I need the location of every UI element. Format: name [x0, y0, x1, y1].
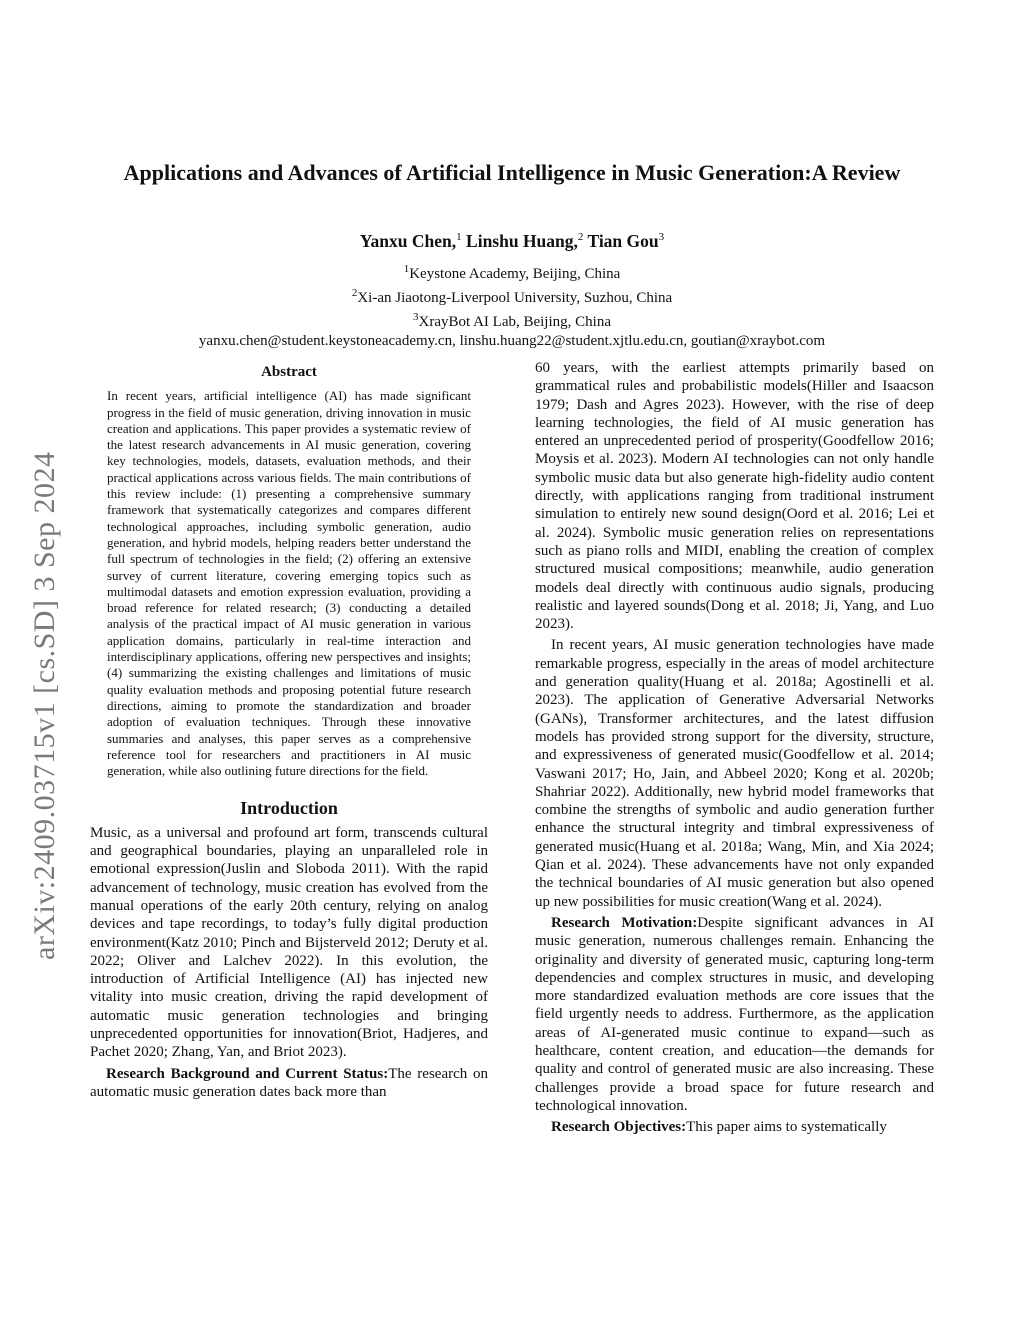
- author-affil-mark: 2: [577, 231, 584, 244]
- paragraph-text: Despite significant advances in AI music generation, numerous challenges remain. Enhancing the originality and diversity of generated music, capturing long-term dependencies and complex structures in music, and developing more standardized evaluation methods are core issues that the field urgently needs to address. Furthermore, as the application areas of AI-generated music continue to expand—such as healthcare, content creation, and education—the demands for quality and control of generated music are also increasing. These challenges provide a broad space for future research and technological innovation.: [535, 914, 934, 1114]
- run-in-heading: Research Motivation:: [551, 914, 698, 931]
- introduction-heading: Introduction: [240, 798, 338, 819]
- author-name: Yanxu Chen,: [359, 231, 457, 251]
- author-name: Tian Gou: [587, 231, 659, 251]
- author-affil-mark: 1: [456, 231, 462, 244]
- affil-number: 3: [413, 311, 419, 323]
- author-list: [100, 231, 924, 252]
- affil-text: Xi-an Jiaotong-Liverpool University, Suzhou, China: [357, 290, 673, 306]
- affil-number: 2: [351, 287, 358, 299]
- affil-text: Keystone Academy, Beijing, China: [409, 266, 621, 282]
- author-affil-mark: 3: [658, 231, 665, 244]
- abstract-heading: Abstract: [261, 364, 317, 380]
- intro-paragraph: In recent years, AI music generation technologies have made remarkable progress, especially in the areas of model architecture and generation quality(Huang et al. 2018a; Agostinelli et al. 2023). The application of Generative Adversarial Networks (GANs), Transformer architectures, and the latest diffusion models has provided strong support for the diversity, structure, and expressiveness of generated music(Goodfellow et al. 2014; Vaswani 2017; Ho, Jain, and Abbeel 2020; Kong et al. 2020b; Shahriar 2022). Additionally, new hybrid model frameworks that combine the strengths of symbolic and audio generation further enhance the structural integrity and timbral expressiveness of generated music(Huang et al. 2018a; Wang, Min, and Xia 2024; Qian et al. 2024). These advancements have not only expanded the technical boundaries of AI music generation but also opened up new possibilities for music creation(Wang et al. 2024).: [535, 637, 934, 910]
- intro-paragraph: [535, 914, 934, 1115]
- paragraph-text: The research on automatic music generation dates back more than: [90, 1065, 489, 1100]
- author-emails: yanxu.chen@student.keystoneacademy.cn, linshu.huang22@student.xjtlu.edu.cn, goutian@xraybot.com: [198, 333, 826, 349]
- intro-paragraph: [90, 1065, 488, 1102]
- left-column: [90, 363, 488, 1101]
- right-column: [535, 359, 934, 1136]
- abstract-text: In recent years, artificial intelligence (AI) has made significant progress in the field of music generation, driving innovation in music creation and applications. This paper provides a systematic review of the latest research advancements in AI music generation, covering key technologies, models, datasets, evaluation methods, and their practical applications across various fields. The main contributions of this review include: (1) presenting a comprehensive summary framework that systematically categorizes and compares different technological approaches, including symbolic generation, audio generation, and hybrid models, helping readers better understand the full spectrum of technologies in the field; (2) offering an extensive survey of current literature, covering emerging topics such as multimodal datasets and emotion expression evaluation, providing a broad reference for related research; (3) conducting a detailed analysis of the practical impact of AI music generation in various application domains, particularly in real-time interaction and interdisciplinary applications, offering new perspectives and insights; (4) summarizing the existing challenges and limitations of music quality evaluation methods and proposing potential future research directions, aiming to promote the standardization and broader adoption of evaluation techniques. Through these innovative summaries and analyses, this paper serves as a comprehensive reference tool for researchers and practitioners in AI music generation, while also outlining future directions for the field.: [107, 388, 471, 779]
- run-in-heading: Research Background and Current Status:: [106, 1065, 389, 1082]
- author-name: Linshu Huang,: [466, 231, 578, 251]
- affiliation-line: [100, 308, 924, 332]
- affiliation-line: [100, 284, 924, 308]
- affil-text: XrayBot AI Lab, Beijing, China: [418, 314, 611, 330]
- intro-paragraph: [535, 1118, 934, 1136]
- affiliation-line: [100, 260, 924, 284]
- paragraph-text: This paper aims to systematically: [686, 1119, 887, 1136]
- intro-paragraph: Music, as a universal and profound art form, transcends cultural and geographical boundaries, playing an unparalleled role in emotional expression(Juslin and Sloboda 2011). With the rapid advancement of technology, music creation has evolved from the manual operations of the early 20th century, relying on analog devices and tape recordings, to today’s fully digital production environment(Katz 2010; Pinch and Bijsterveld 2012; Deruty et al. 2022; Oliver and Lalchev 2022). In this evolution, the introduction of Artificial Intelligence (AI) has injected new vitality into music creation, driving the rapid development of automatic music generation technologies and bringing unprecedented opportunities for innovation(Briot, Hadjeres, and Pachet 2020; Zhang, Yan, and Briot 2023).: [90, 824, 488, 1061]
- affiliations: [100, 260, 924, 351]
- paper-title: Applications and Advances of Artificial Intelligence in Music Generation:A Review: [123, 160, 901, 185]
- intro-paragraph-continued: 60 years, with the earliest attempts primarily based on grammatical rules and probabilistic models(Hiller and Isaacson 1979; Dash and Agres 2023). However, with the rise of deep learning technologies, the field of AI music generation has entered an unprecedented period of prosperity(Goodfellow 2016; Moysis et al. 2023). Modern AI technologies can not only handle symbolic music data but also generate high-fidelity audio content directly, with applications ranging from traditional instrument simulation to entirely new sound design(Oord et al. 2016; Lei et al. 2024). Symbolic music generation relies on representations such as piano rolls and MIDI, enabling the creation of complex structured musical compositions; meanwhile, audio generation models deal directly with continuous audio signals, producing realistic and layered sounds(Dong et al. 2018; Ji, Yang, and Luo 2023).: [535, 360, 934, 633]
- run-in-heading: Research Objectives:: [551, 1119, 687, 1136]
- affil-number: 1: [403, 263, 410, 275]
- arxiv-identifier: arXiv:2409.03715v1 [cs.SD] 3 Sep 2024: [28, 451, 61, 960]
